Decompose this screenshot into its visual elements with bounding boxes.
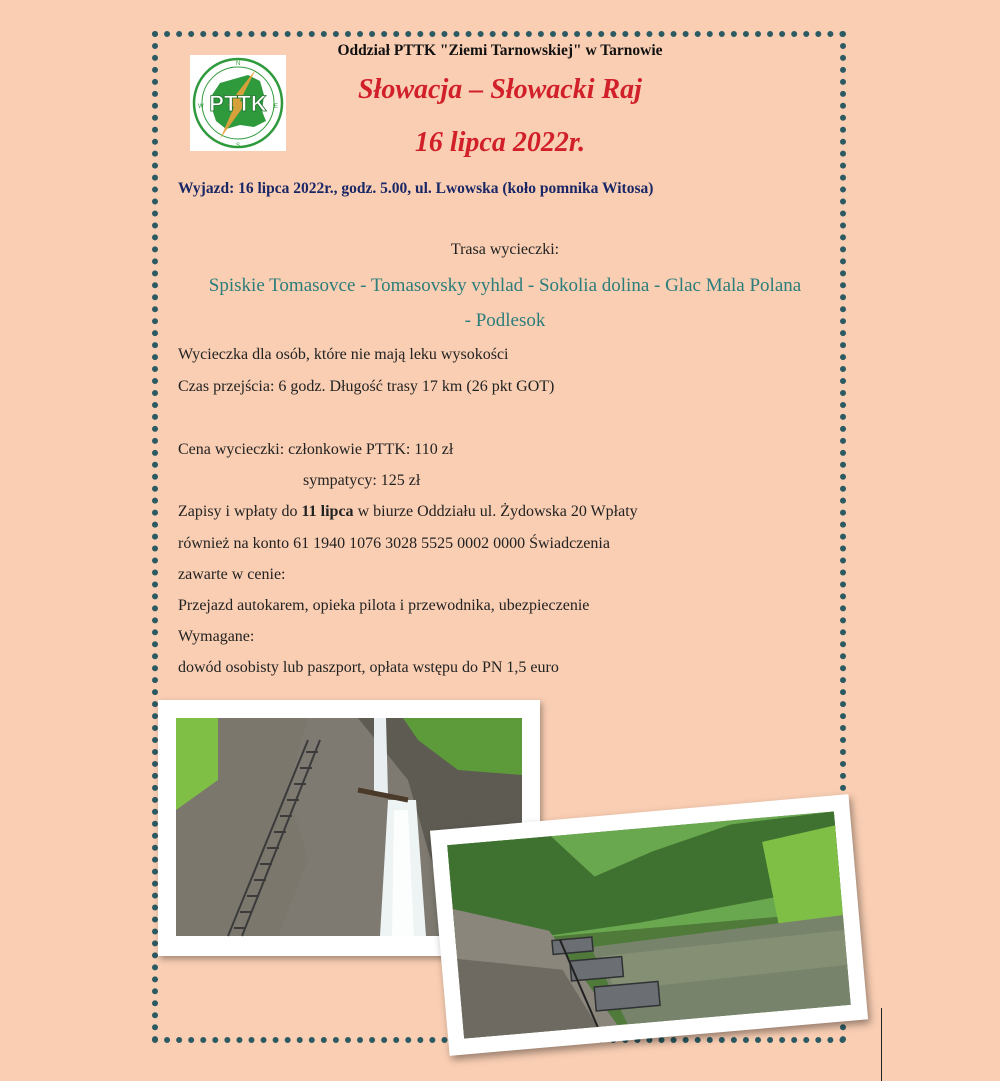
compass-west: W	[198, 104, 204, 110]
page-title: Słowacja – Słowacki Raj	[358, 74, 642, 105]
signup-line-3: zawarte w cenie:	[178, 566, 286, 583]
price-supporters: sympatycy: 125 zł	[303, 472, 421, 489]
included-services: Przejazd autokarem, opieka pilota i przewodnika, ubezpieczenie	[178, 597, 590, 614]
price-members: Cena wycieczki: członkowie PTTK: 110 zł	[178, 441, 454, 458]
route-label: Trasa wycieczki:	[450, 241, 560, 258]
compass-north: N	[236, 61, 241, 67]
signup-deadline: 11 lipca	[301, 503, 354, 520]
signup-after: w biurze Oddziału ul. Żydowska 20 Wpłaty	[353, 503, 638, 520]
compass-east: E	[274, 104, 279, 110]
walk-time: Czas przejścia: 6 godz. Długość trasy 17 km (26 pkt GOT)	[178, 378, 555, 395]
signup-line-2: również na konto 61 1940 1076 3028 5525 0002 0000 Świadczenia	[178, 535, 610, 552]
logo-text: PTTK	[209, 91, 267, 116]
signup-before: Zapisy i wpłaty do	[178, 503, 302, 520]
route-line-1: Spiskie Tomasovce - Tomasovsky vyhlad - Sokolia dolina - Glac Mala Polana	[208, 275, 802, 296]
required-label: Wymagane:	[178, 628, 255, 645]
signup-line-1	[178, 503, 638, 521]
divider-line	[881, 1008, 882, 1081]
route-line-2: - Podlesok	[464, 310, 546, 331]
height-note: Wycieczka dla osób, które nie mają leku wysokości	[178, 346, 509, 363]
organization-name: Oddział PTTK "Ziemi Tarnowskiej" w Tarnowie	[337, 42, 663, 59]
trip-date: 16 lipca 2022r.	[414, 127, 586, 158]
required-items: dowód osobisty lub paszport, opłata wstępu do PN 1,5 euro	[178, 659, 559, 676]
route-description	[170, 268, 840, 338]
departure-info: Wyjazd: 16 lipca 2022r., godz. 5.00, ul. Lwowska (koło pomnika Witosa)	[178, 180, 654, 197]
compass-south: S	[236, 143, 241, 149]
river-photo	[430, 794, 868, 1056]
